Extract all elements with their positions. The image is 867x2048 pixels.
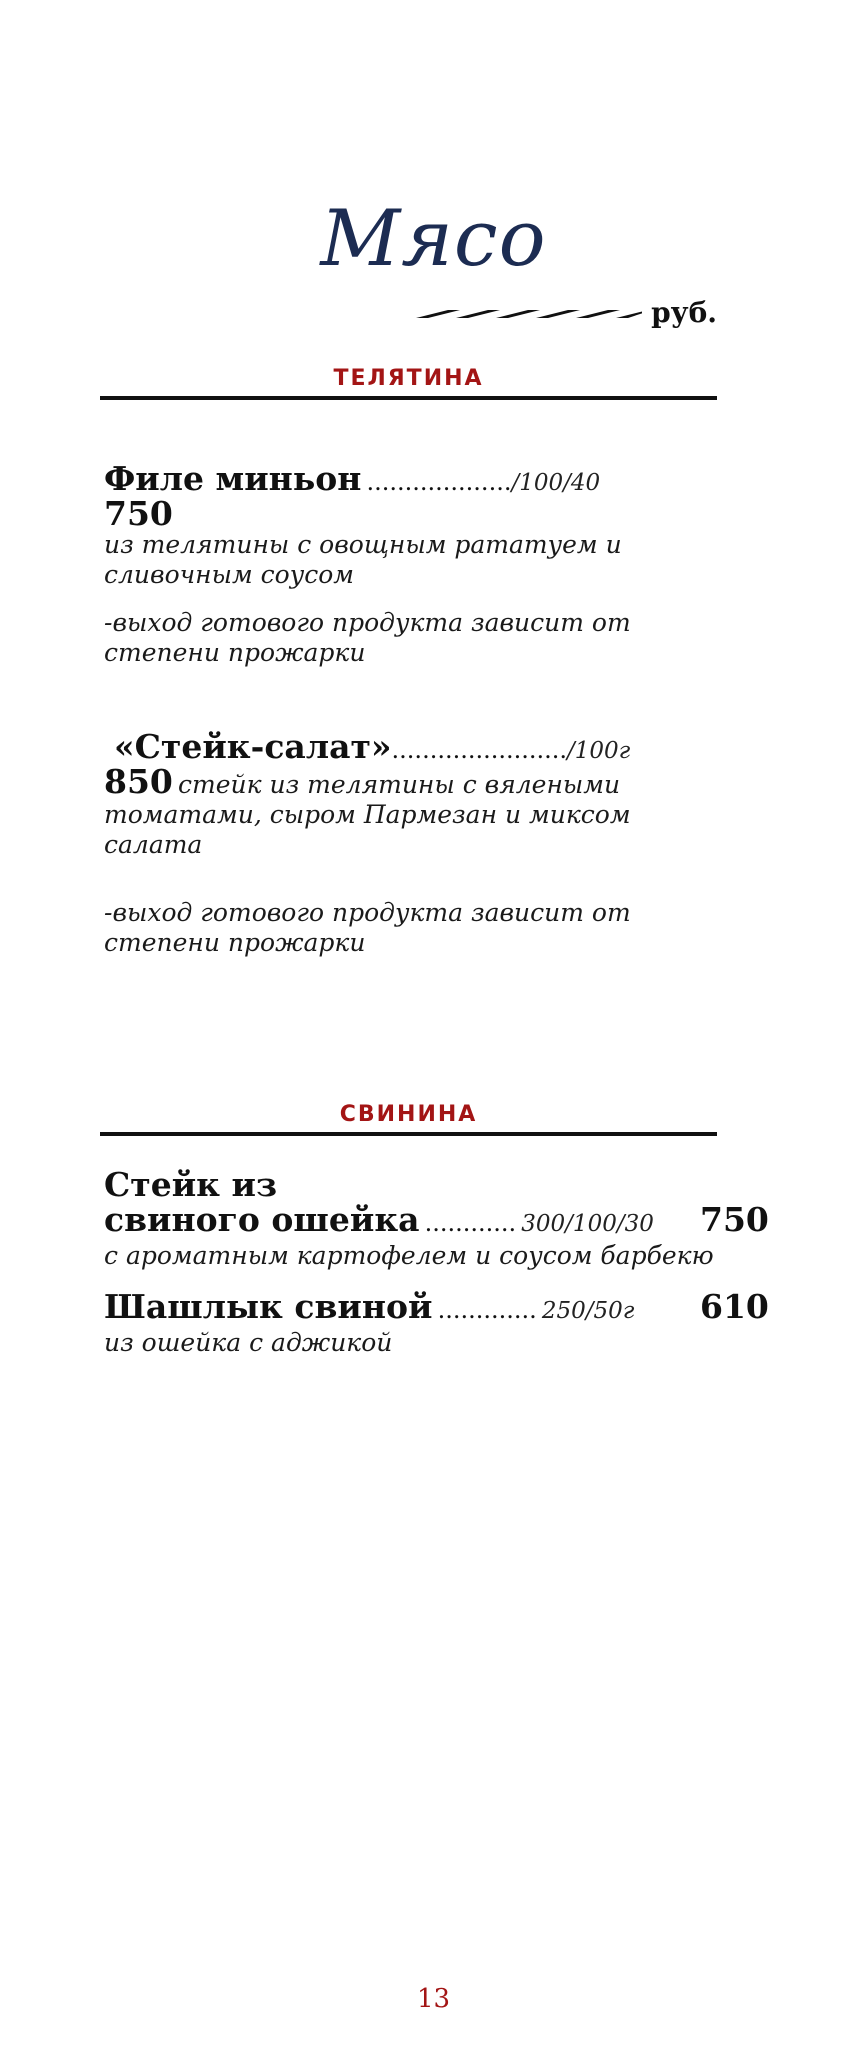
item-name: «Стейк-салат»	[114, 727, 392, 766]
item-note: -выход готового продукта зависит от степени прожарки	[104, 897, 631, 957]
menu-item	[104, 1165, 784, 1271]
item-price: 750	[700, 1199, 769, 1239]
item-price: 750	[104, 493, 173, 533]
page-number: 13	[416, 1984, 451, 2014]
leader-dots: ............	[424, 1208, 517, 1237]
section-divider	[100, 396, 717, 400]
item-description-inline: стейк из телятины с вялеными	[177, 769, 621, 799]
menu-item	[104, 727, 744, 958]
item-weight: 300/100/30	[521, 1210, 654, 1237]
section-divider	[100, 1132, 717, 1136]
menu-item	[104, 1287, 784, 1358]
item-weight: /100г	[567, 738, 631, 764]
decorative-dashes	[412, 306, 642, 322]
item-price: 850	[104, 761, 173, 801]
item-weight: /100/40	[511, 470, 601, 496]
section-title-veal: ТЕЛЯТИНА	[333, 366, 484, 391]
item-description: из телятины с овощным рататуем и сливочным соусом	[104, 529, 622, 589]
leader-dots: .............	[437, 1296, 537, 1324]
section-title-pork: СВИНИНА	[339, 1102, 478, 1127]
page-title: Мясо	[320, 194, 547, 284]
item-name: Филе миньон	[104, 459, 362, 498]
item-weight: 250/50г	[541, 1298, 635, 1324]
price-header	[412, 296, 717, 329]
item-description: томатами, сыром Пармезан и миксом салата	[104, 799, 631, 859]
item-description: из ошейка с аджикой	[104, 1328, 393, 1357]
item-price: 610	[700, 1287, 769, 1326]
item-name: свиного ошейка	[104, 1199, 420, 1239]
item-note: -выход готового продукта зависит от степени прожарки	[104, 607, 631, 667]
menu-item	[104, 459, 724, 668]
item-description: с ароматным картофелем и соусом барбекю	[104, 1240, 714, 1270]
leader-dots: .......................	[391, 736, 568, 764]
item-name-line1: Стейк из	[104, 1165, 278, 1204]
currency-label: руб.	[651, 296, 717, 329]
item-name: Шашлык свиной	[104, 1287, 433, 1326]
leader-dots: ...................	[366, 468, 512, 496]
